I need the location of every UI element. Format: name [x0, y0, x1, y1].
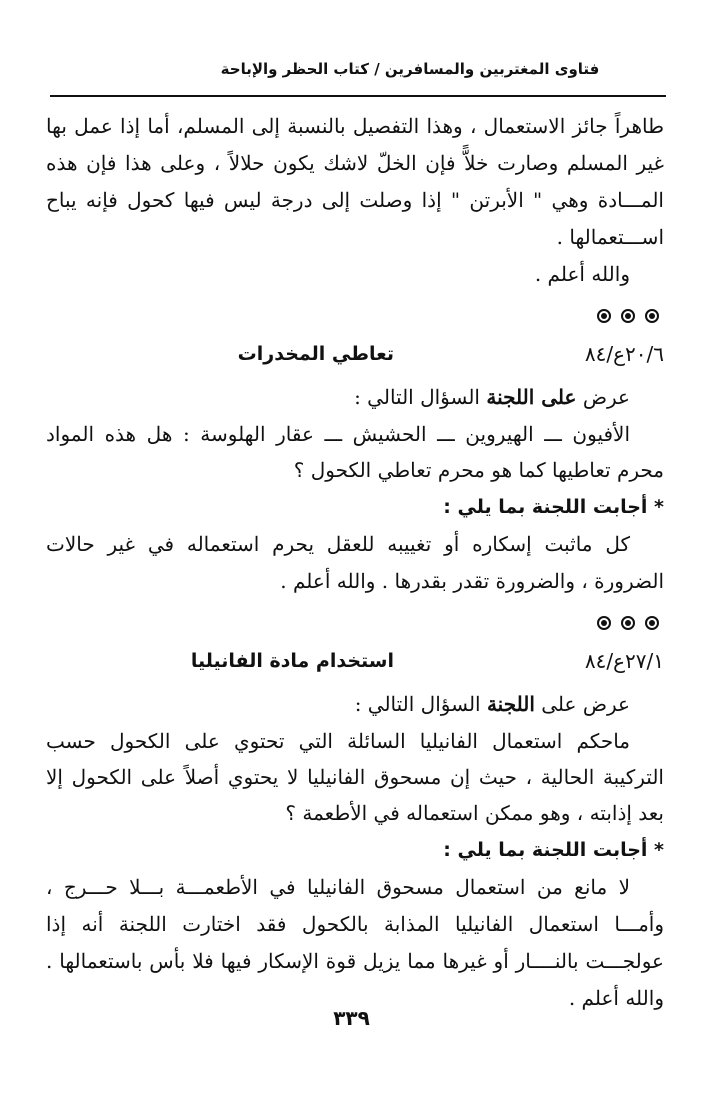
ornament-dot-icon	[621, 309, 635, 323]
question-intro-text: السؤال التالي :	[354, 385, 487, 409]
question-intro	[46, 379, 664, 416]
ornament-dot-icon	[621, 616, 635, 630]
page-number: ٣٣٩	[333, 1006, 370, 1030]
fatwa-heading	[46, 642, 664, 680]
ornament-dot-icon	[597, 616, 611, 630]
answer-label: * أجابت اللجنة بما يلي :	[443, 839, 664, 861]
question-text: الأفيون ـــ الهيروين ـــ الحشيش ـــ عقار الهلوسة : هل هذه المواد محرم تعاطيها كما هو محرم تعاطي الكحول ؟	[46, 422, 664, 482]
section-ornament	[46, 608, 664, 638]
ornament-dot-icon	[645, 309, 659, 323]
intro-paragraph: طاهراً جائز الاستعمال ، وهذا التفصيل بالنسبة إلى المسلم، أما إذا عمل بها غير المسلم وصارت خلاًّ فإن الخلّ لاشك يكون حلالاً ، وعلى هذا فإن هذه المـــادة وهي " الأبرتن " إذا وصلت إلى درجة ليس فيها كحول فإنه يباح اســـتعمالها .	[46, 114, 664, 249]
fatwa-title: استخدام مادة الفانيليا	[190, 650, 394, 672]
intro-closing: والله أعلم .	[534, 262, 630, 286]
page-content	[46, 108, 664, 1017]
question-intro-bold: اللجنة	[486, 692, 535, 716]
question-intro-text: السؤال التالي :	[354, 692, 487, 716]
question-intro-text: عرض على	[534, 692, 630, 716]
fatwa-heading	[46, 335, 664, 373]
question-text: ماحكم استعمال الفانيليا السائلة التي تحتوي على الكحول حسب التركيبة الحالية ، حيث إن مسحوق الفانيليا لا يحتوي أصلاً على الكحول إلا بعد إذابته ، وهو ممكن استعماله في الأطعمة ؟	[46, 729, 664, 825]
header-rule	[50, 95, 666, 97]
fatwa-number: ٢٠/٦ع/٨٤	[584, 342, 664, 366]
fatwa-title: تعاطي المخدرات	[237, 343, 394, 365]
ornament-dot-icon	[645, 616, 659, 630]
running-header: فتاوى المغتربين والمسافرين / كتاب الحظر والإباحة	[220, 60, 600, 78]
question-intro	[46, 686, 664, 723]
answer-label: * أجابت اللجنة بما يلي :	[443, 496, 664, 518]
question-intro-text: عرض	[576, 385, 630, 409]
fatwa-number: ٢٧/١ع/٨٤	[584, 649, 664, 673]
question-intro-bold: على اللجنة	[486, 385, 577, 409]
answer-text: لا مانع من استعمال مسحوق الفانيليا في الأطعمـــة بـــلا حـــرج ، وأمـــا استعمال الفانيليا المذابة بالكحول فقد اختارت اللجنة أنه إذا عولجـــت بالنــــار أو غيرها مما يزيل قوة الإسكار فيها فلا بأس باستعمالها . والله أعلم .	[46, 875, 664, 1010]
ornament-dot-icon	[597, 309, 611, 323]
answer-text: كل ماثبت إسكاره أو تغييبه للعقل يحرم استعماله في غير حالات الضرورة ، والضرورة تقدر بقدرها . والله أعلم .	[46, 532, 664, 593]
section-ornament	[46, 301, 664, 331]
